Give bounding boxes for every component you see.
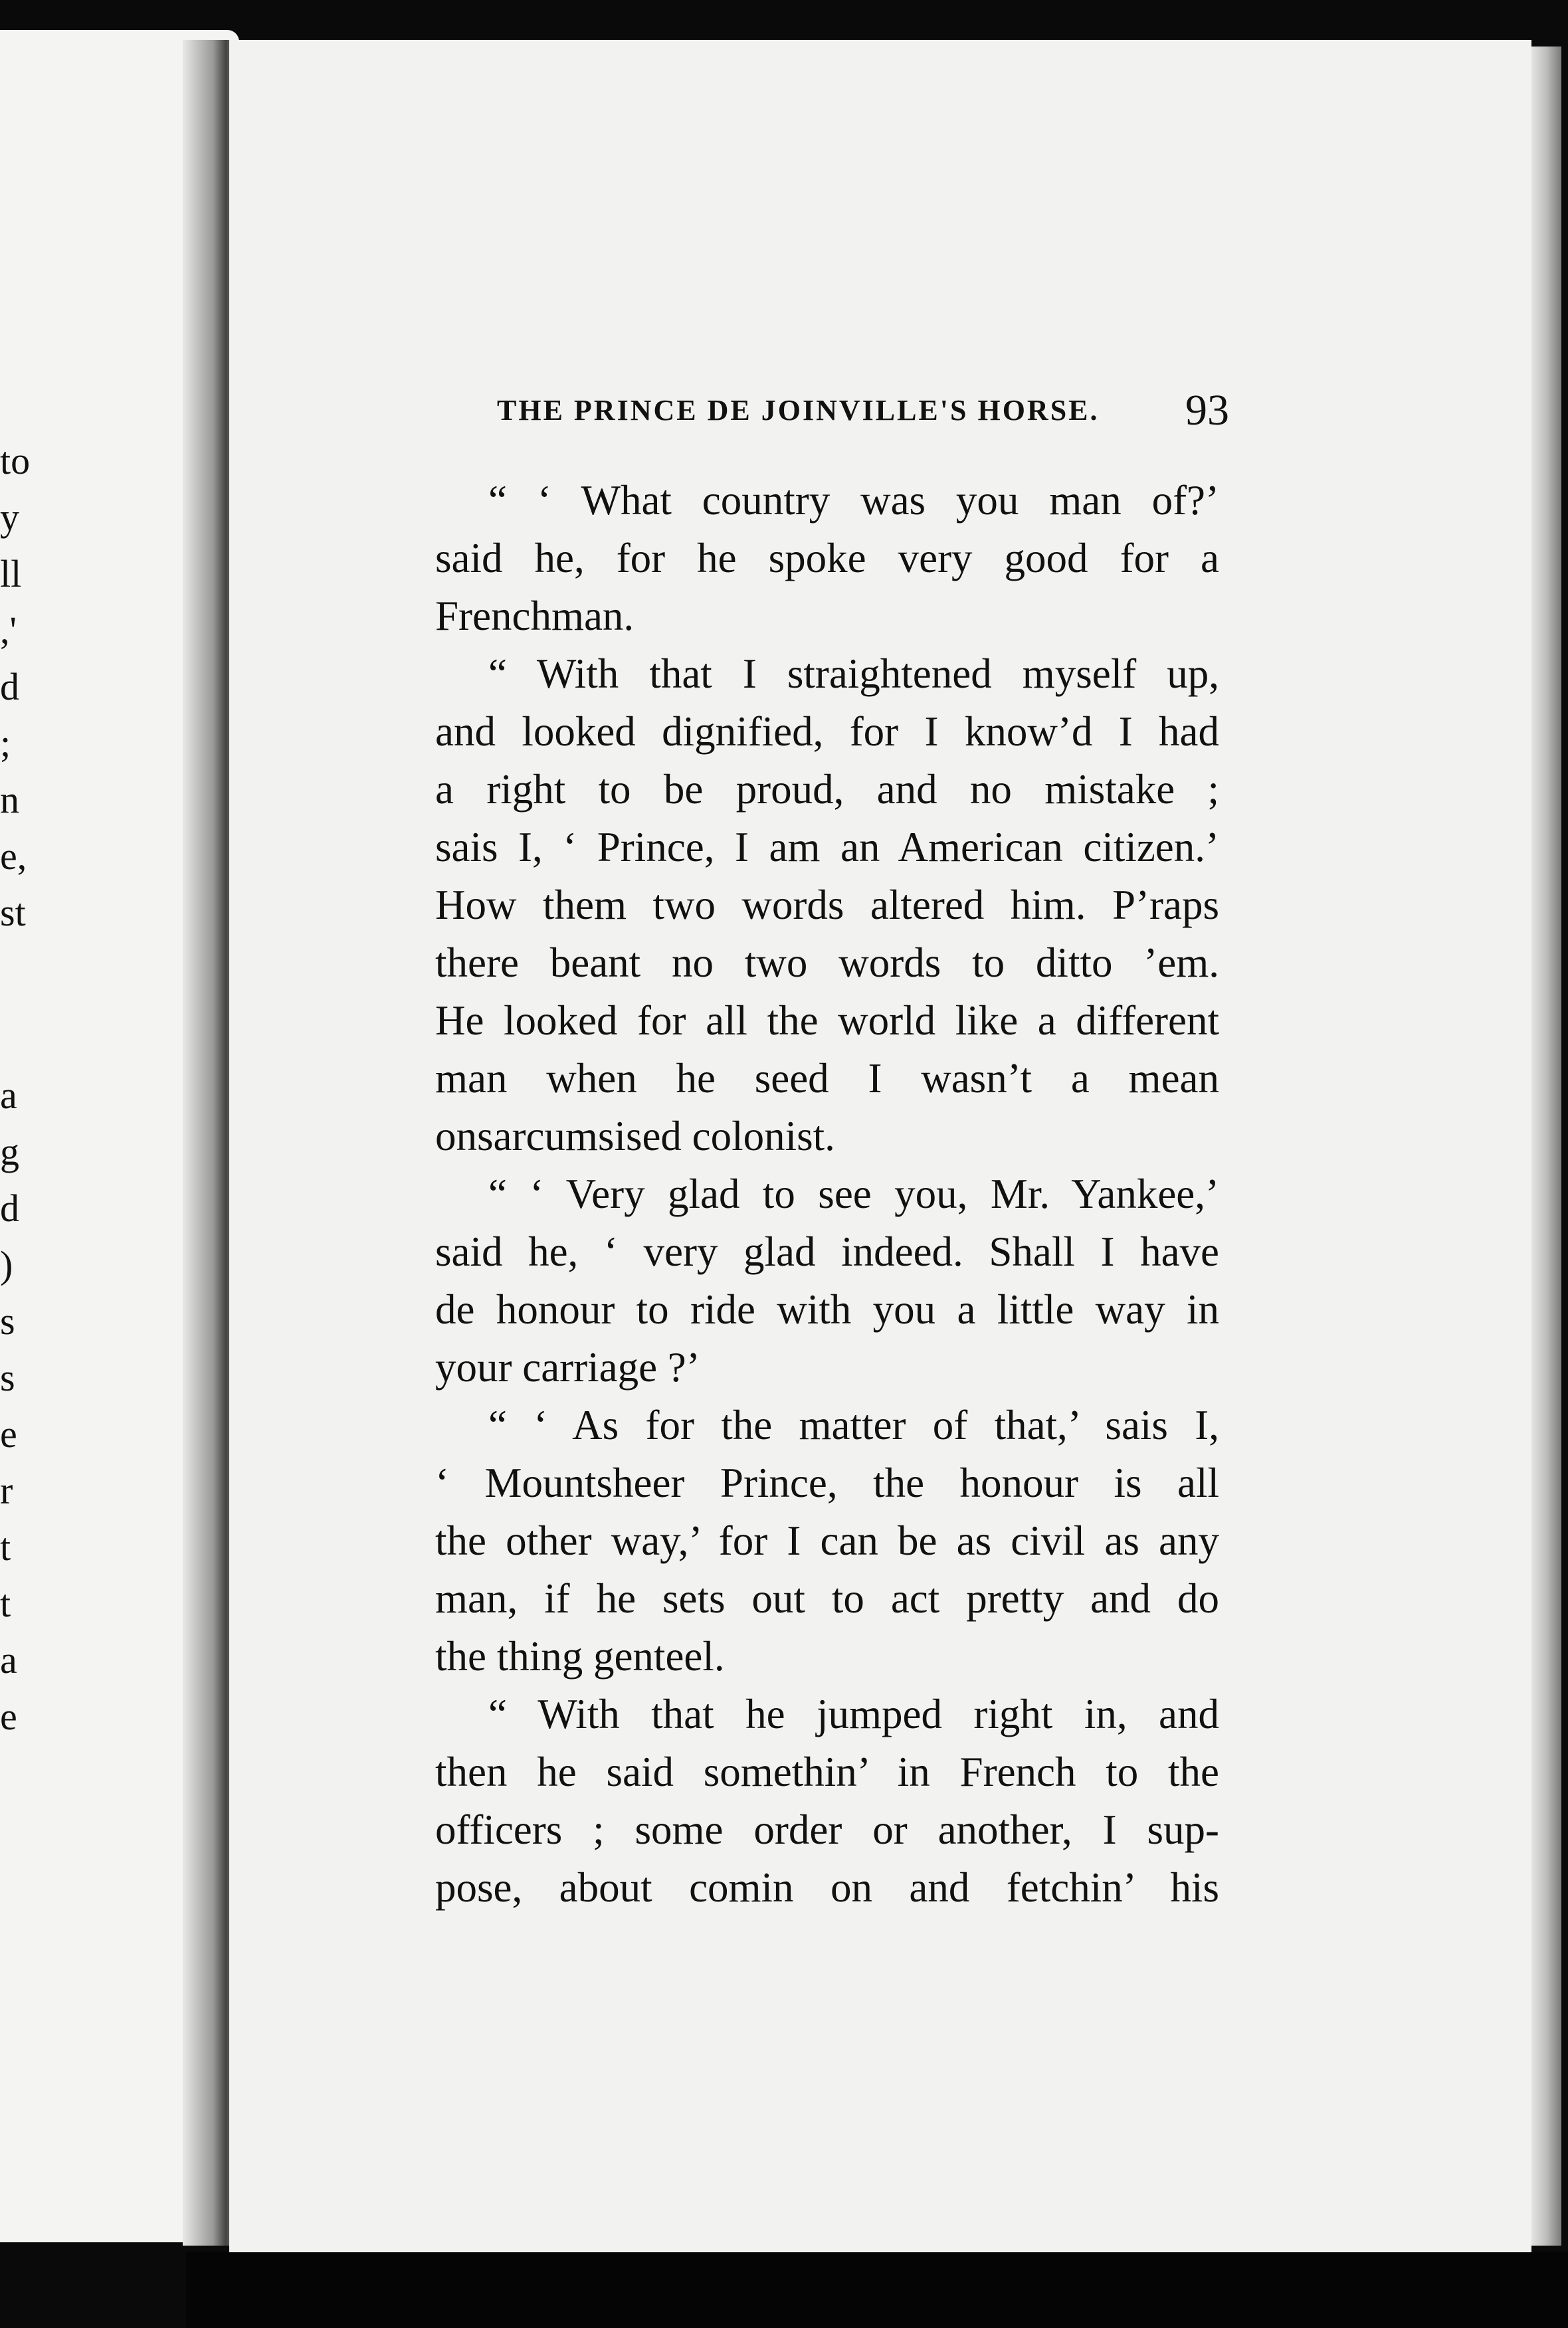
text-line: He looked for all the world like a different: [435, 997, 1219, 1044]
text-line: Frenchman.: [435, 593, 635, 639]
text-line: pose, about comin on and fetchin’ his: [435, 1864, 1219, 1911]
left-fragment: st: [0, 891, 26, 934]
left-fragment: ,': [0, 609, 17, 652]
text-line: “ ‘ Very glad to see you, Mr. Yankee,’: [488, 1171, 1219, 1217]
text-line: “ With that he jumped right in, and: [488, 1691, 1219, 1737]
left-fragment: a: [0, 1074, 17, 1117]
text-line: officers ; some order or another, I sup-: [435, 1806, 1219, 1853]
scan-background: [186, 2252, 1568, 2328]
text-line: How them two words altered him. P’raps: [435, 882, 1219, 928]
text-line: your carriage ?’: [435, 1344, 700, 1391]
text-line: the thing genteel.: [435, 1633, 725, 1680]
page-edge: [1531, 47, 1561, 2246]
text-line: de honour to ride with you a little way in: [435, 1286, 1219, 1333]
text-line: “ With that I straightened myself up,: [488, 650, 1219, 697]
text-line: man, if he sets out to act pretty and do: [435, 1575, 1219, 1622]
text-line: “ ‘ As for the matter of that,’ sais I,: [488, 1402, 1219, 1448]
left-fragment: e,: [0, 834, 27, 878]
text-line: then he said somethin’ in French to the: [435, 1749, 1219, 1795]
left-fragment: n: [0, 778, 19, 821]
left-fragment: g: [0, 1130, 19, 1173]
text-line: ‘ Mountsheer Prince, the honour is all: [435, 1460, 1219, 1506]
text-line: there beant no two words to ditto ’em.: [435, 939, 1219, 986]
left-fragment: y: [0, 496, 19, 539]
running-head-title: THE PRINCE DE JOINVILLE'S HORSE.: [497, 394, 1100, 427]
left-fragment: t: [0, 1582, 11, 1625]
left-fragment: e: [0, 1695, 17, 1738]
text-line: said he, ‘ very glad indeed. Shall I have: [435, 1228, 1219, 1275]
left-fragment: s: [0, 1300, 15, 1343]
text-line: man when he seed I wasn’t a mean: [435, 1055, 1219, 1102]
left-fragment: ll: [0, 552, 22, 595]
left-fragment: to: [0, 439, 31, 482]
text-line: the other way,’ for I can be as civil as any: [435, 1517, 1219, 1564]
text-line: a right to be proud, and no mistake ;: [435, 766, 1219, 813]
text-line: sais I, ‘ Prince, I am an American citizen.’: [435, 824, 1219, 870]
running-head: [497, 386, 1229, 435]
left-fragment: d: [0, 665, 19, 708]
left-fragment: e: [0, 1412, 17, 1456]
left-fragment: r: [0, 1469, 13, 1512]
body-text: [435, 472, 1219, 1917]
left-fragment: s: [0, 1356, 15, 1399]
page-number: 93: [1185, 386, 1229, 435]
left-fragment: t: [0, 1525, 11, 1569]
left-fragment: ;: [0, 722, 11, 765]
left-fragment: a: [0, 1638, 17, 1682]
text-line: “ ‘ What country was you man of?’: [488, 477, 1219, 524]
left-fragment: d: [0, 1187, 19, 1230]
text-line: and looked dignified, for I know’d I had: [435, 708, 1219, 755]
text-line: onsarcumsised colonist.: [435, 1113, 835, 1159]
text-line: said he, for he spoke very good for a: [435, 535, 1219, 581]
left-fragment: ): [0, 1243, 13, 1286]
